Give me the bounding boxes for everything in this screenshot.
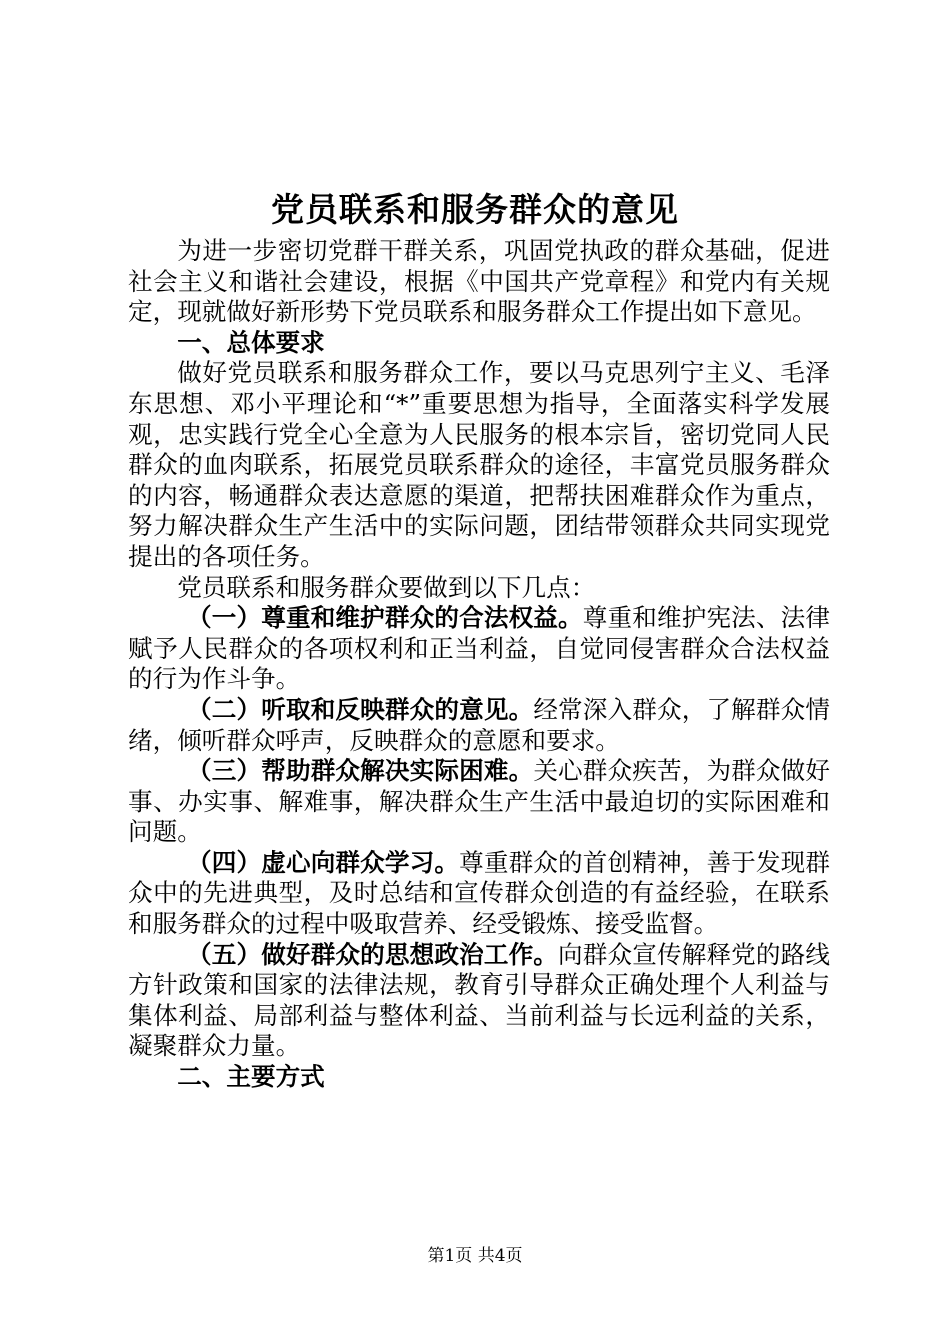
list-item-lead: （一）尊重和维护群众的合法权益。 [187, 603, 583, 633]
section1-heading: 一、总体要求 [177, 327, 325, 357]
list-item [128, 940, 830, 1062]
list-item-lead: （二）听取和反映群众的意见。 [187, 694, 534, 724]
document-title: 党员联系和服务群众的意见 [271, 190, 679, 229]
list-item [128, 603, 830, 695]
list-item [128, 848, 830, 940]
intro-paragraph: 为进一步密切党群干群关系，巩固党执政的群众基础，促进社会主义和谐社会建设，根据《中国共产党章程》和党内有关规定，现就做好新形势下党员联系和服务群众工作提出如下意见。 [128, 236, 830, 327]
list-item-text: 尊重群众的首创精神，善于发现群众中的先进典型，及时总结和宣传群众创造的有益经验，在联系和服务群众的过程中吸取营养、经受锻炼、接受监督。 [128, 847, 830, 939]
list-item-text: 经常深入群众，了解群众情绪，倾听群众呼声，反映群众的意愿和要求。 [128, 694, 830, 755]
list-item-lead: （四）虚心向群众学习。 [187, 847, 460, 877]
document-body [128, 236, 830, 1093]
page-number-footer: 第1页 共4页 [427, 1246, 523, 1266]
list-item-text: 向群众宣传解释党的路线方针政策和国家的法律法规，教育引导群众正确处理个人利益与集体利益、局部利益与整体利益、当前利益与长远利益的关系，凝聚群众力量。 [128, 939, 830, 1061]
list-item-text: 关心群众疾苦，为群众做好事、办实事、解难事，解决群众生产生活中最迫切的实际困难和问题。 [128, 756, 830, 847]
section2-heading: 二、主要方式 [177, 1062, 325, 1092]
section1-paragraph-2: 党员联系和服务群众要做到以下几点： [177, 572, 596, 602]
list-item-lead: （三）帮助群众解决实际困难。 [187, 756, 534, 786]
section1-paragraph-1: 做好党员联系和服务群众工作，要以马克思列宁主义、毛泽东思想、邓小平理论和“*”重要思想为指导，全面落实科学发展观，忠实践行党全心全意为人民服务的根本宗旨，密切党同人民群众的血肉联系，拓展党员联系群众的途径，丰富党员服务群众的内容，畅通群众表达意愿的渠道，把帮扶困难群众作为重点，努力解决群众生产生活中的实际问题，团结带领群众共同实现党提出的各项任务。 [128, 358, 830, 571]
list-item [128, 695, 830, 756]
list-item-text: 尊重和维护宪法、法律赋予人民群众的各项权利和正当利益，自觉同侵害群众合法权益的行为作斗争。 [128, 603, 830, 694]
list-item [128, 756, 830, 848]
list-item-lead: （五）做好群众的思想政治工作。 [187, 939, 559, 969]
